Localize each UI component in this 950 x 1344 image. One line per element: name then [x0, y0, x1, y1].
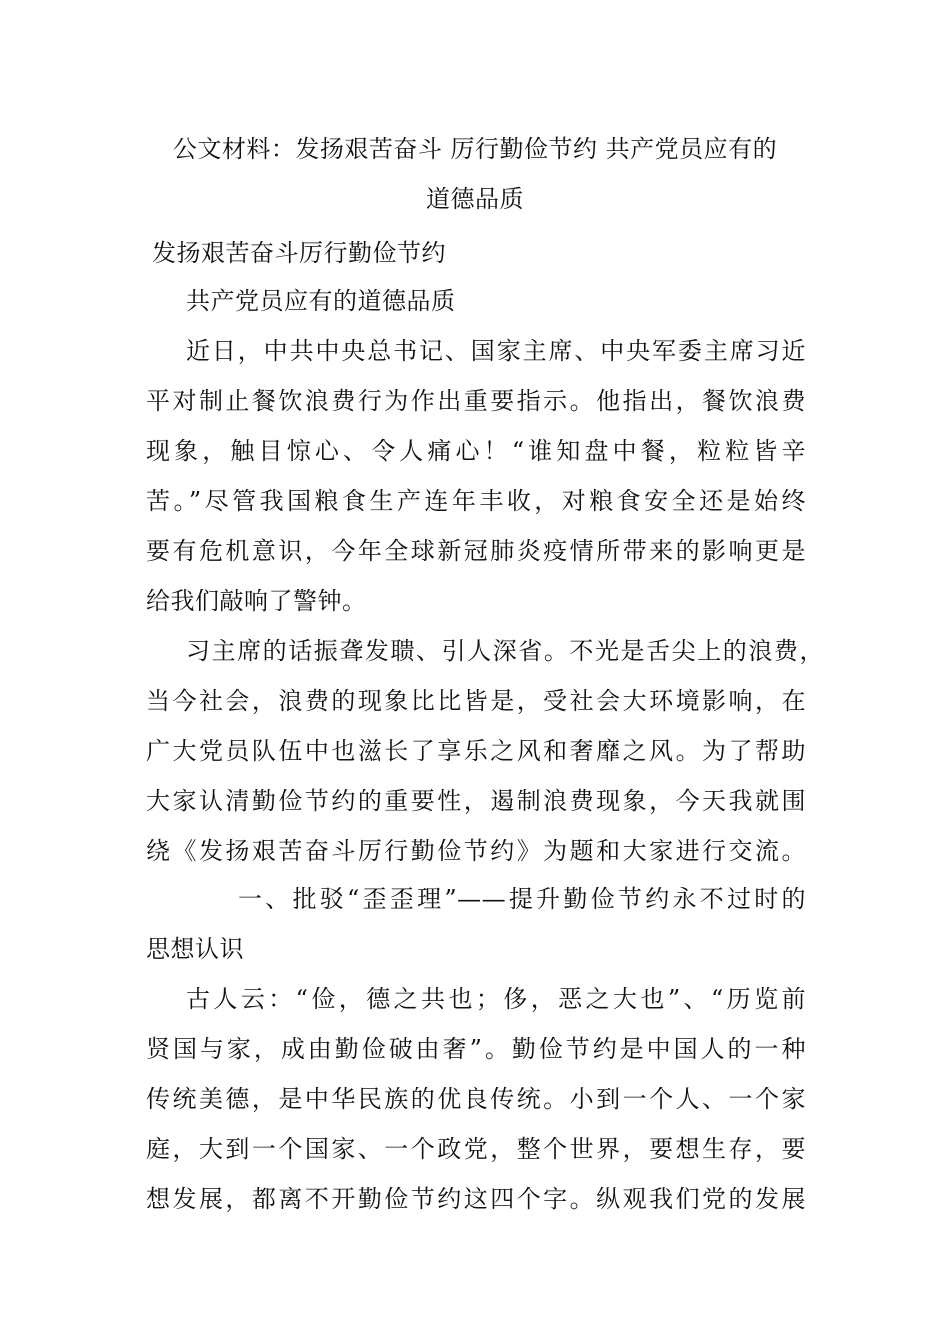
paragraph-3-line: 庭，大到一个国家、一个政党，整个世界，要想生存，要: [146, 1135, 806, 1163]
paragraph-3-line: 古人云：“俭，德之共也；侈，恶之大也”、“历览前: [186, 985, 806, 1013]
paragraph-3-line: 贤国与家，成由勤俭破由奢”。勤俭节约是中国人的一种: [146, 1035, 806, 1063]
paragraph-1-line: 苦。”尽管我国粮食生产连年丰收，对粮食安全还是始终: [146, 487, 806, 515]
paragraph-3-line: 想发展，都离不开勤俭节约这四个字。纵观我们党的发展: [146, 1185, 806, 1213]
paragraph-1-line: 现象，触目惊心、令人痛心！“谁知盘中餐，粒粒皆辛: [146, 437, 806, 465]
paragraph-2-line: 当今社会，浪费的现象比比皆是，受社会大环境影响，在: [146, 687, 806, 715]
document-title-line-2: 道德品质: [426, 185, 524, 213]
section-1-heading-line-2: 思想认识: [146, 935, 244, 963]
subtitle-2: 共产党员应有的道德品质: [186, 287, 456, 315]
paragraph-1-line: 近日，中共中央总书记、国家主席、中央军委主席习近: [186, 337, 806, 365]
paragraph-2-line: 广大党员队伍中也滋长了享乐之风和奢靡之风。为了帮助: [146, 737, 806, 765]
paragraph-3-line: 传统美德，是中华民族的优良传统。小到一个人、一个家: [146, 1085, 806, 1113]
paragraph-1-line: 平对制止餐饮浪费行为作出重要指示。他指出，餐饮浪费: [146, 387, 806, 415]
paragraph-1-line: 给我们敲响了警钟。: [146, 587, 367, 615]
paragraph-2-line: 大家认清勤俭节约的重要性，遏制浪费现象，今天我就围: [146, 787, 806, 815]
section-1-heading-line-1: 一、批驳“歪歪理”——提升勤俭节约永不过时的: [238, 885, 806, 913]
paragraph-2-line: 习主席的话振聋发聩、引人深省。不光是舌尖上的浪费，: [186, 637, 824, 665]
paragraph-1-line: 要有危机意识，今年全球新冠肺炎疫情所带来的影响更是: [146, 537, 806, 565]
subtitle: 发扬艰苦奋斗厉行勤俭节约: [152, 239, 446, 267]
paragraph-2-line: 绕《发扬艰苦奋斗厉行勤俭节约》为题和大家进行交流。: [146, 837, 806, 865]
document-title-line-1: 公文材料：发扬艰苦奋斗 厉行勤俭节约 共产党员应有的: [172, 135, 778, 163]
